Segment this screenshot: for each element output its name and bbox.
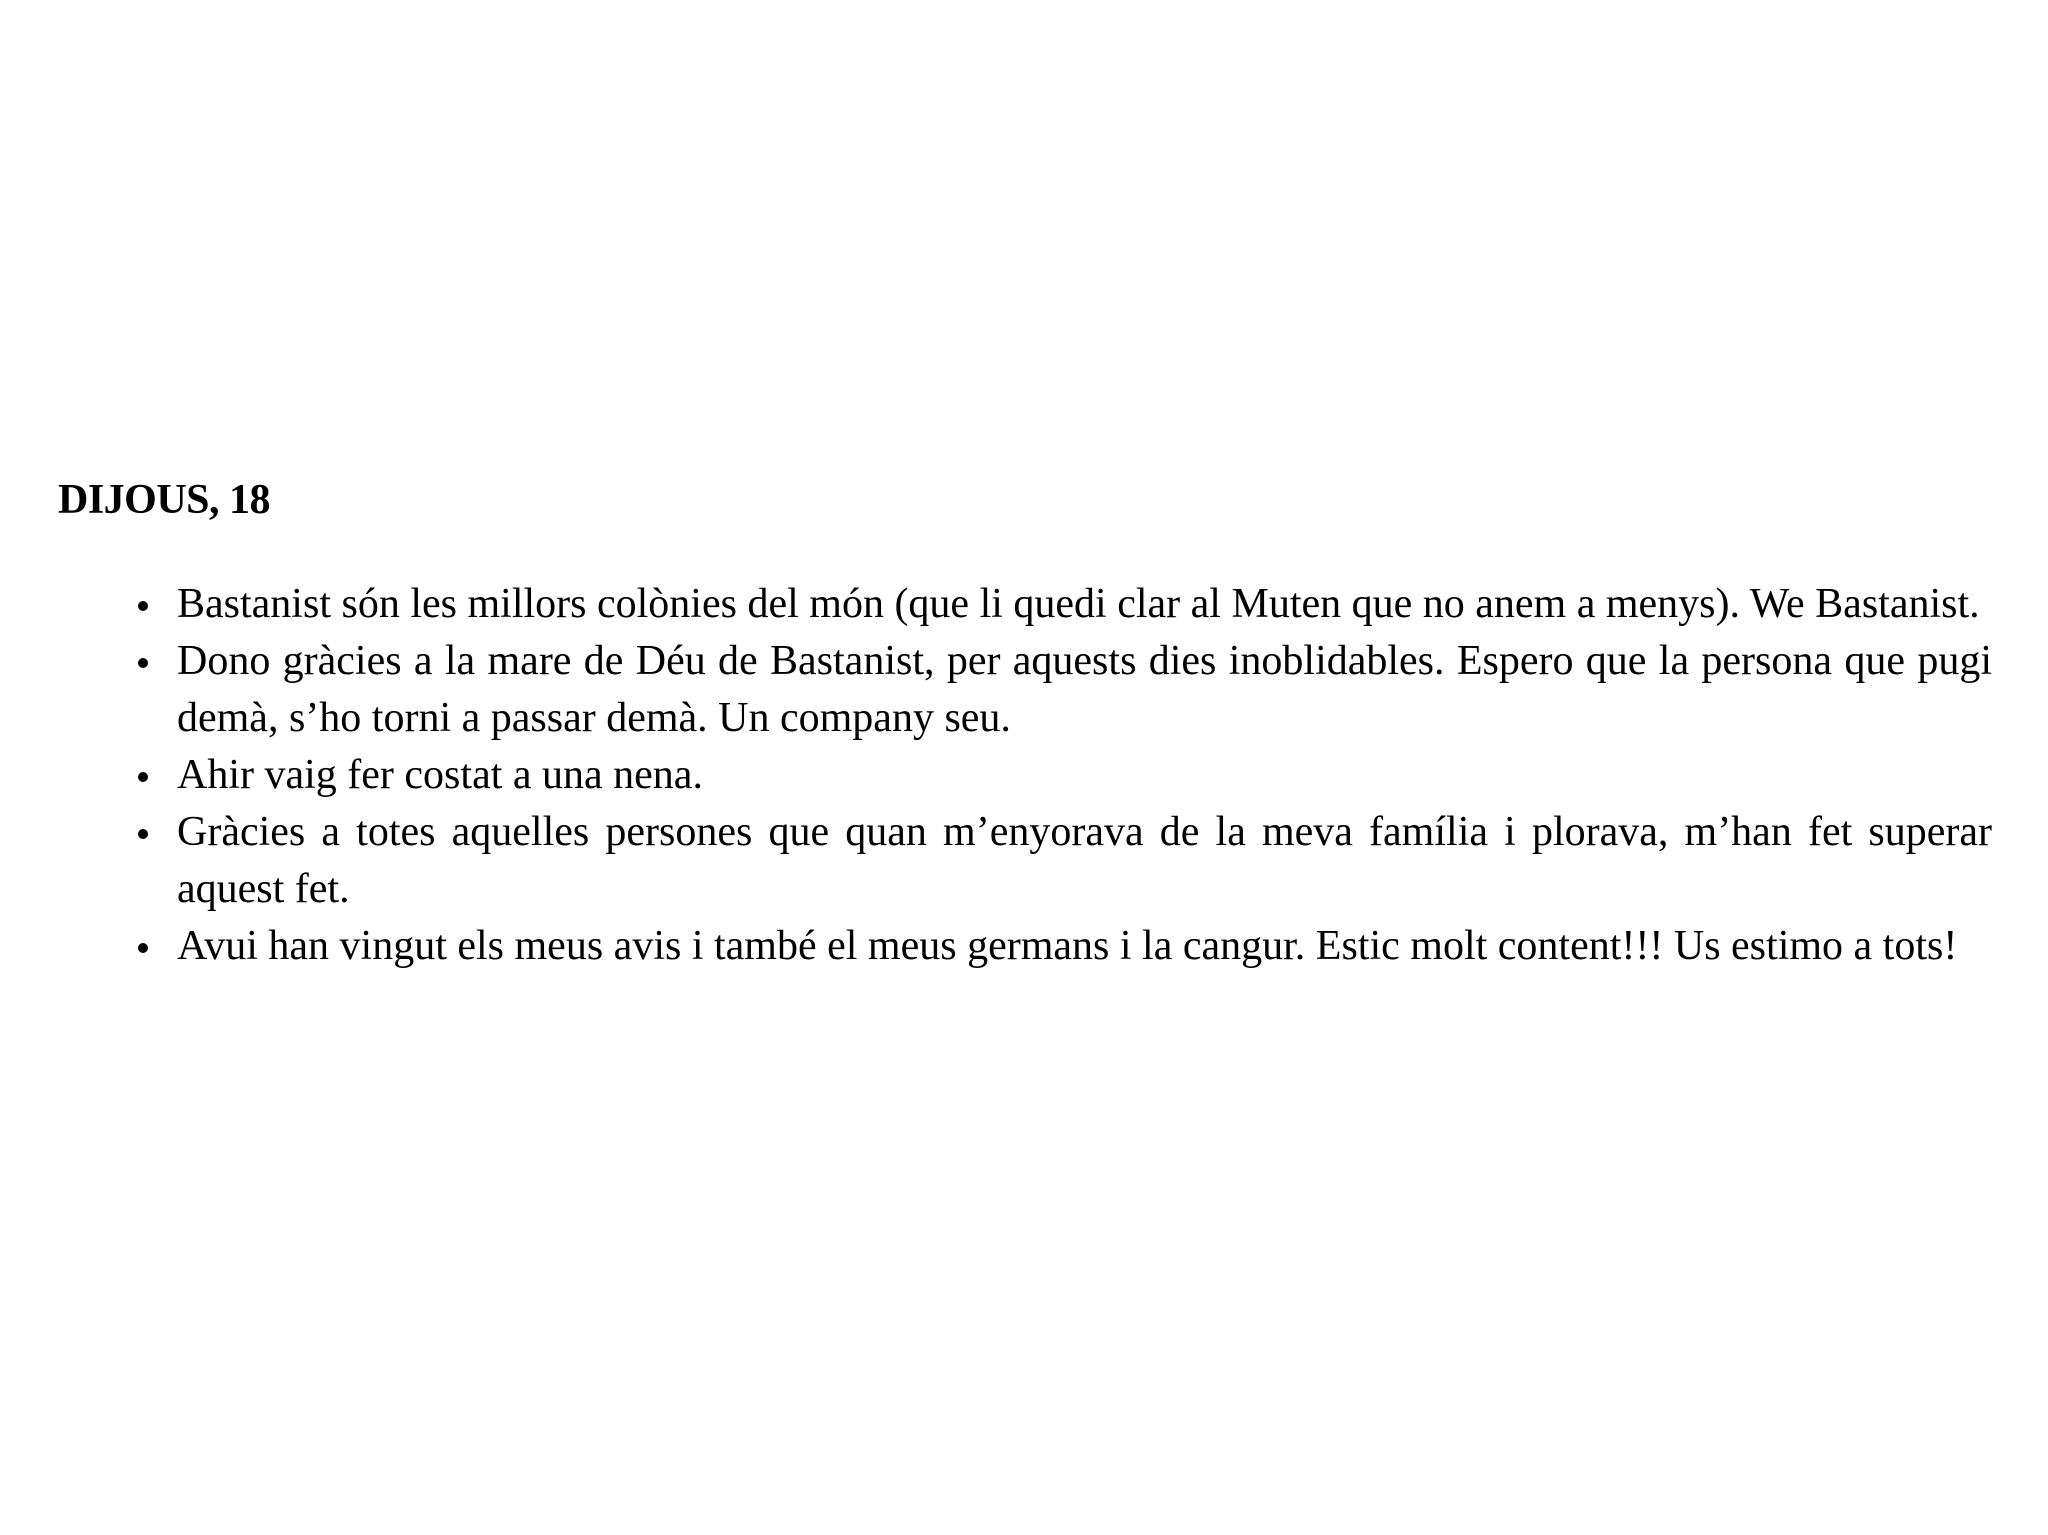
list-item	[177, 804, 1992, 918]
entry-text: Bastanist són les millors colònies del món (que li quedi clar al Muten que no anem a menys). We Bastanist.	[177, 581, 1980, 627]
bullet-icon	[138, 829, 148, 839]
list-item	[177, 918, 1992, 975]
bullet-icon	[138, 943, 148, 953]
bullet-icon	[138, 601, 148, 611]
day-heading: DIJOUS, 18	[58, 477, 271, 523]
bullet-icon	[138, 772, 148, 782]
bullet-icon	[138, 658, 148, 668]
entry-text: Ahir vaig fer costat a una nena.	[177, 752, 703, 798]
entries-list	[177, 576, 1992, 975]
entry-text: Gràcies a totes aquelles persones que quan m’enyorava de la meva família i plorava, m’han fet superar aquest fet.	[177, 809, 1992, 912]
list-item	[177, 576, 1992, 633]
entry-text: Dono gràcies a la mare de Déu de Bastanist, per aquests dies inoblidables. Espero que la persona que pugi demà, s’ho torni a passar demà. Un company seu.	[177, 638, 1992, 741]
entry-text: Avui han vingut els meus avis i també el meus germans i la cangur. Estic molt content!!! Us estimo a tots!	[177, 923, 1958, 969]
list-item	[177, 633, 1992, 747]
list-item	[177, 747, 1992, 804]
